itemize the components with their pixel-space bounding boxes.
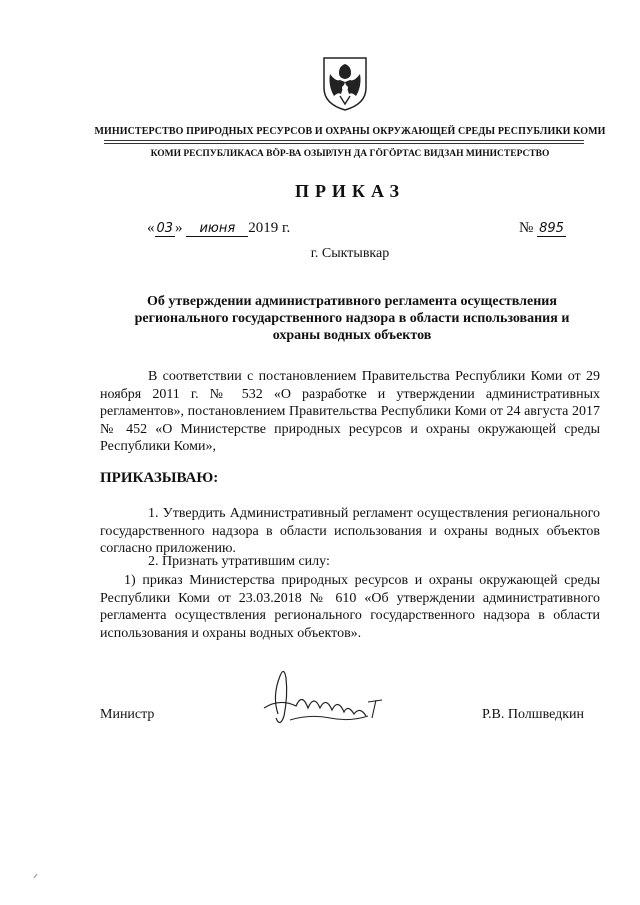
preamble-paragraph: В соответствии с постановлением Правительства Республики Коми от 29 ноября 2011 г. № 532 «О разработке и утверждении административных регламентов», постановлением Правительства Республики Коми от 24 августа 2017 № 452 «О Министерстве природных ресурсов и охраны окружающей среды Республики Коми», — [100, 369, 600, 455]
order-item-2: 2. Признать утратившим силу: — [148, 554, 330, 569]
header-divider — [104, 143, 584, 144]
number-value: 895 — [539, 221, 564, 236]
document-title: ПРИКАЗ — [294, 181, 406, 201]
ministry-name-russian: МИНИСТЕРСТВО ПРИРОДНЫХ РЕСУРСОВ И ОХРАНЫ ОКРУЖАЮЩЕЙ СРЕДЫ РЕСПУБЛИКИ КОМИ — [94, 126, 606, 137]
date-year: 2019 г. — [248, 220, 291, 236]
document-city: г. Сыктывкар — [310, 246, 390, 261]
document-number — [519, 220, 566, 237]
scan-mark: ⸝ — [33, 869, 38, 880]
date-month: июня — [186, 221, 248, 237]
date-quote-open: « — [147, 220, 155, 236]
date-quote-close: » — [175, 220, 183, 236]
signatory-name: Р.В. Полшведкин — [482, 707, 585, 722]
order-item-1: 1. Утвердить Административный регламент осуществления регионального государственного надзора в области использования и охраны водных объектов согласно приложению. — [100, 506, 600, 557]
komi-republic-emblem-icon — [320, 52, 370, 112]
date-day: 03 — [156, 221, 174, 236]
signatory-position: Министр — [100, 707, 155, 722]
document-date — [147, 220, 290, 237]
number-prefix: № — [519, 220, 534, 236]
order-item-2-1: 1) приказ Министерства природных ресурсов и охраны окружающей среды Республики Коми от 23.03.2018 № 610 «Об утверждении административного регламента осуществления регионального государственного надзора в области использования и охраны водных объектов». — [100, 573, 600, 641]
document-subject: Об утверждении административного регламента осуществления регионального государственного надзора в области использования и охраны водных объектов — [134, 294, 570, 343]
header-divider — [104, 140, 584, 141]
handwritten-signature-icon — [250, 656, 390, 736]
ministry-name-komi: КОМИ РЕСПУБЛИКАСА ВӦР-ВА ОЗЫРЛУН ДА ГӦГӦРТАС ВИДЗАН МИНИСТЕРСТВО — [150, 149, 550, 159]
order-word: ПРИКАЗЫВАЮ: — [100, 470, 219, 486]
